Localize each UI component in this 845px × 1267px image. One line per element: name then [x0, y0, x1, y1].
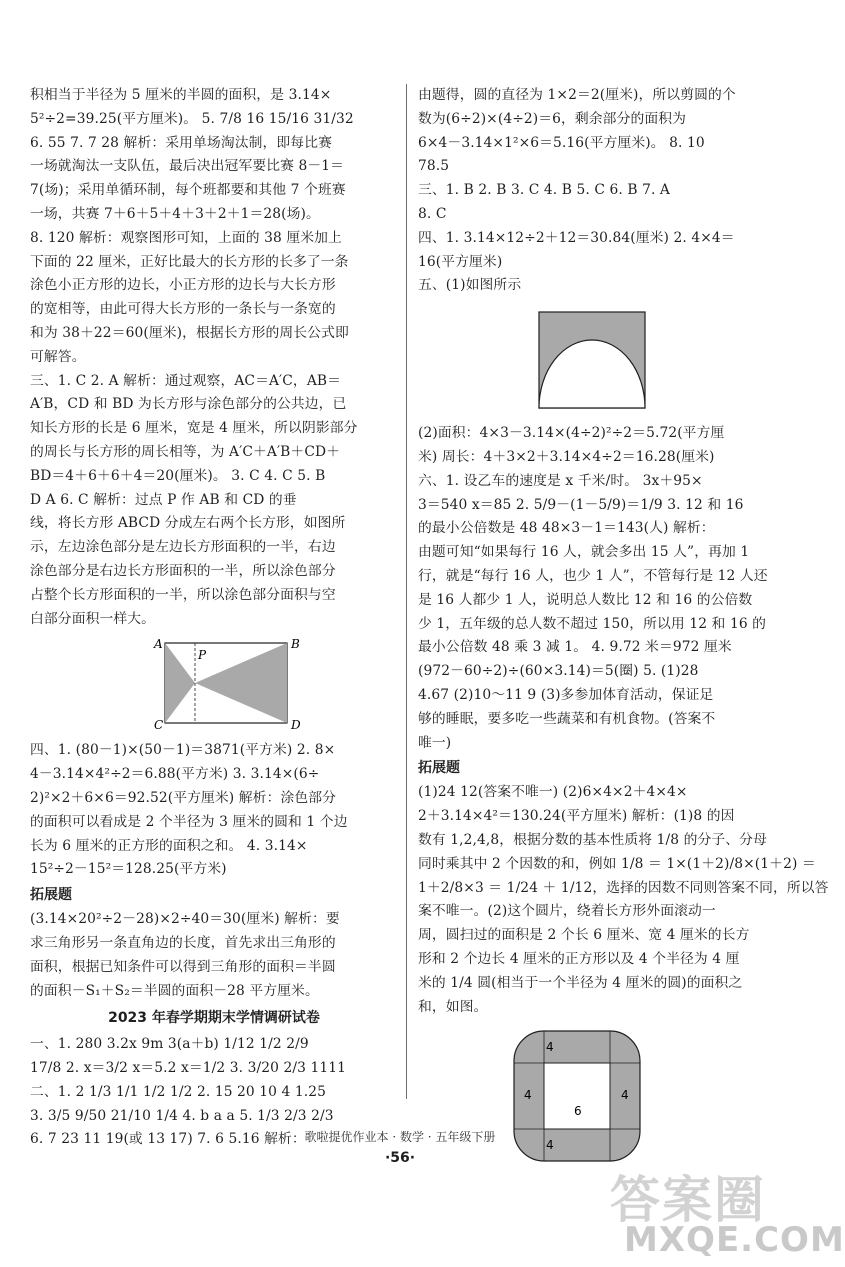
text-line: 示，左边涂色部分是左边长方形面积的一半，右边: [30, 539, 336, 556]
right-paragraph-1: [418, 84, 774, 298]
label-center: 6: [574, 1104, 582, 1119]
rectangle-abcd-figure: [30, 637, 398, 733]
watermark-bottom-text: MXQE.COM: [624, 1220, 845, 1260]
text-line: 案不唯一。(2)这个圆片，绕着长方形外面滚动一: [418, 903, 716, 920]
text-line: 2＋3.14×4²＝130.24(平方厘米) 解析：(1)8 的因: [418, 808, 735, 825]
text-line: (1)24 12(答案不唯一) (2)6×4×2＋4×4×: [418, 784, 688, 801]
semicircle-figure: [418, 304, 774, 416]
text-line: 周，圆扫过的面积是 2 个长 6 厘米、宽 4 厘米的长方: [418, 927, 750, 944]
text-line: 78.5: [418, 158, 450, 175]
text-line: 的面积可以看成是 2 个半径为 3 厘米的圆和 1 个边: [30, 813, 348, 830]
page-number: ·56·: [384, 1150, 416, 1166]
text-line: 6. 7 23 11 19(或 13 17) 7. 6 5.16 解析：: [30, 1131, 306, 1148]
text-line: 唯一): [418, 734, 452, 751]
text-line: 16(平方厘米): [418, 253, 503, 270]
text-line: 3＝540 x＝85 2. 5/9－(1－5/9)＝1/9 3. 12 和 16: [418, 496, 744, 513]
text-line: 一场就淘汰一支队伍，最后决出冠军要比赛 8－1＝: [30, 158, 345, 175]
rectangle-abcd-svg: [30, 637, 398, 733]
text-line: 3. 3/5 9/50 21/10 1/4 4. b a a 5. 1/3 2/3 2/3: [30, 1107, 334, 1124]
text-line: 8. C: [418, 205, 447, 222]
label-top: 4: [546, 1040, 554, 1055]
text-line: 可解答。: [30, 348, 86, 365]
text-line: 五、(1)如图所示: [418, 277, 522, 294]
rolling-circle-figure: [418, 1025, 774, 1167]
section-heading-extension: 拓展题: [30, 887, 72, 904]
text-line: 4－3.14×4²÷2＝6.88(平方米) 3. 3.14×(6÷: [30, 766, 320, 783]
right-paragraph-3: [418, 781, 829, 1019]
rolling-circle-svg: [418, 1025, 774, 1167]
text-line: 少 1，五年级的总人数不超过 150，所以用 12 和 16 的: [418, 615, 767, 632]
text-line: 由题可知“如果每行 16 人，就会多出 15 人”，再加 1: [418, 544, 750, 561]
text-line: 米的 1/4 圆(相当于一个半径为 4 厘米的圆)的面积之: [418, 974, 743, 991]
text-line: 4.67 (2)10～11 9 (3)多参加体育活动，保证足: [418, 686, 714, 703]
column-divider: [406, 84, 407, 1099]
text-line: 求三角形另一条直角边的长度，首先求出三角形的: [30, 934, 336, 951]
text-line: 面积，根据已知条件可以得到三角形的面积＝半圆: [30, 958, 336, 975]
label-left: 4: [524, 1088, 532, 1103]
text-line: 三、1. B 2. B 3. C 4. B 5. C 6. B 7. A: [418, 182, 670, 199]
footer-book-title: 歌啦提优作业本 · 数学 · 五年级下册: [304, 1130, 496, 1144]
right-paragraph-2: [418, 422, 774, 755]
text-line: 行，就是“每行 16 人，也少 1 人”，不管每行是 12 人还: [418, 567, 768, 584]
label-right: 4: [621, 1088, 629, 1103]
right-column: [418, 84, 829, 1173]
text-line: 6. 55 7. 7 28 解析：采用单场淘汰制，即每比赛: [30, 134, 332, 151]
text-line: D A 6. C 解析：过点 P 作 AB 和 CD 的垂: [30, 491, 297, 508]
text-line: 的宽相等，由此可得大长方形的一条长与一条宽的: [30, 301, 336, 318]
text-line: 一、1. 280 3.2x 9m 3(a＋b) 1/12 1/2 2/9: [30, 1036, 309, 1053]
text-line: 和，如图。: [418, 998, 488, 1015]
text-line: 1＋2/8×3 ＝ 1/24 ＋ 1/12，选择的因数不同则答案不同，所以答: [418, 879, 829, 896]
text-line: 7(场)；采用单循环制，每个班都要和其他 7 个班赛: [30, 182, 346, 199]
watermark-top-text: 答案圈: [610, 1171, 766, 1229]
text-line: 三、1. C 2. A 解析：通过观察，AC＝A′C，AB＝: [30, 372, 342, 389]
label-p: P: [198, 648, 207, 663]
text-line: 四、1. 3.14×12÷2＋12＝30.84(厘米) 2. 4×4＝: [418, 229, 735, 246]
text-line: 六、1. 设乙车的速度是 x 千米/时。 3x＋95×: [418, 472, 703, 489]
text-line: 的最小公倍数是 48 48×3－1＝143(人) 解析：: [418, 520, 715, 537]
text-line: 的面积－S₁＋S₂＝半圆的面积－28 平方厘米。: [30, 982, 319, 999]
text-line: 2)²×2＋6×6＝92.52(平方厘米) 解析：涂色部分: [30, 789, 337, 806]
text-line: 下面的 22 厘米，正好比最大的长方形的长多了一条: [30, 253, 349, 270]
text-line: 5²÷2=39.25(平方厘米)。 5. 7/8 16 15/16 31/32: [30, 110, 354, 127]
watermark-logo: [610, 1160, 845, 1265]
text-line: 二、1. 2 1/3 1/1 1/2 1/2 2. 15 20 10 4 1.25: [30, 1083, 327, 1100]
text-line: 数有 1,2,4,8，根据分数的基本性质将 1/8 的分子、分母: [418, 831, 767, 848]
text-line: 白部分面积一样大。: [30, 610, 156, 627]
text-line: 和为 38＋22＝60(厘米)，根据长方形的周长公式即: [30, 324, 349, 341]
text-line: 的周长与长方形的周长相等，为 A′C＋A′B＋CD＋: [30, 443, 341, 460]
left-paragraph-2: [30, 739, 398, 882]
text-line: (972－60÷2)÷(60×3.14)＝5(圈) 5. (1)28: [418, 663, 699, 680]
text-line: 8. 120 解析：观察图形可知，上面的 38 厘米加上: [30, 229, 342, 246]
text-line: 涂色部分是右边长方形面积的一半，所以涂色部分: [30, 562, 336, 579]
exam-title: 2023 年春学期期末学情调研试卷: [108, 1010, 320, 1027]
text-line: 够的睡眠，要多吃一些蔬菜和有机食物。(答案不: [418, 710, 716, 727]
text-line: 知长方形的长是 6 厘米，宽是 4 厘米，所以阴影部分: [30, 420, 358, 437]
text-line: (2)面积：4×3－3.14×(4÷2)²÷2＝5.72(平方厘: [418, 425, 725, 442]
left-column: [30, 84, 398, 1152]
text-line: 四、1. (80－1)×(50－1)＝3871(平方米) 2. 8×: [30, 742, 336, 759]
text-line: 一场，共赛 7＋6＋5＋4＋3＋2＋1＝28(场)。: [30, 205, 320, 222]
label-d: D: [291, 718, 301, 733]
label-a: A: [154, 637, 163, 652]
text-line: 数为(6÷2)×(4÷2)＝6，剩余部分的面积为: [418, 110, 687, 127]
text-line: (3.14×20²÷2－28)×2÷40＝30(厘米) 解析：要: [30, 911, 340, 928]
text-line: 同时乘其中 2 个因数的和，例如 1/8 ＝ 1×(1＋2)/8×(1＋2) ＝: [418, 855, 816, 872]
text-line: 最小公倍数 48 乘 3 减 1。 4. 9.72 米＝972 厘米: [418, 639, 732, 656]
text-line: 是 16 人都少 1 人，说明总人数比 12 和 16 的公倍数: [418, 591, 753, 608]
text-line: 涂色小正方形的边长，小正方形的边长与大长方形: [30, 277, 336, 294]
label-b: B: [291, 637, 300, 652]
label-c: C: [154, 718, 164, 733]
text-line: A′B，CD 和 BD 为长方形与涂色部分的公共边，已: [30, 396, 347, 413]
text-line: BD＝4＋6＋6＋4＝20(厘米)。 3. C 4. C 5. B: [30, 467, 326, 484]
text-line: 占整个长方形面积的一半，所以涂色部分面积与空: [30, 586, 336, 603]
left-paragraph-3: [30, 908, 398, 1003]
text-line: 米) 周长：4＋3×2＋3.14×4÷2＝16.28(厘米): [418, 448, 715, 465]
text-line: 积相当于半径为 5 厘米的半圆的面积，是 3.14×: [30, 87, 332, 103]
label-bottom: 4: [546, 1138, 554, 1153]
text-line: 长为 6 厘米的正方形的面积之和。 4. 3.14×: [30, 837, 308, 854]
left-paragraph-1: [30, 84, 398, 631]
text-line: 由题得，圆的直径为 1×2＝2(厘米)，所以剪圆的个: [418, 87, 736, 103]
text-line: 15²÷2－15²＝128.25(平方米): [30, 861, 227, 878]
section-heading-extension: 拓展题: [418, 760, 460, 777]
text-line: 17/8 2. x＝3/2 x＝5.2 x＝1/2 3. 3/20 2/3 1111: [30, 1060, 346, 1077]
text-line: 线，将长方形 ABCD 分成左右两个长方形，如图所: [30, 515, 346, 532]
semicircle-svg: [418, 304, 774, 416]
inner-rectangle: [544, 1063, 610, 1129]
text-line: 6×4－3.14×1²×6＝5.16(平方厘米)。 8. 10: [418, 134, 705, 151]
text-line: 形和 2 个边长 4 厘米的正方形以及 4 个半径为 4 厘: [418, 950, 740, 967]
